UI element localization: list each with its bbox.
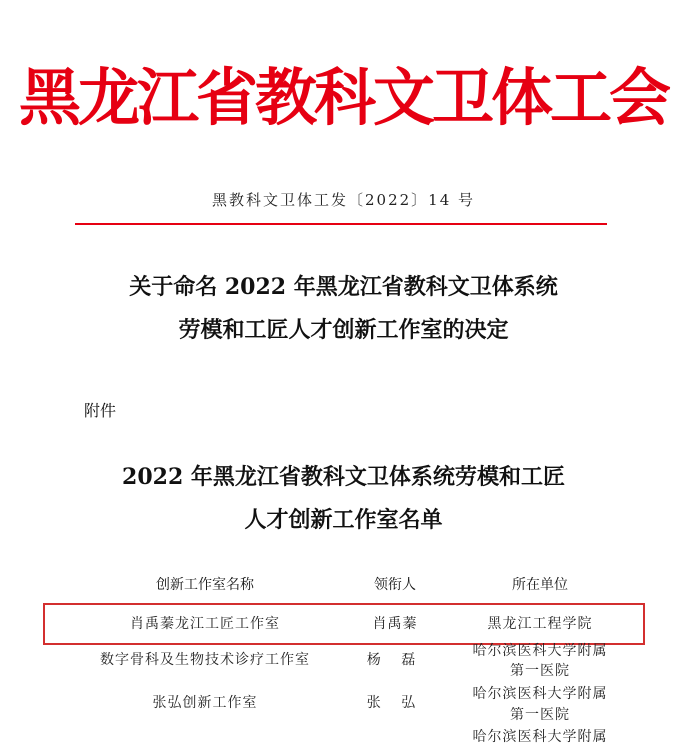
- table-row-1-studio-name: 肖禹蓁龙江工匠工作室: [130, 616, 280, 632]
- column-header-unit: 所在单位: [512, 577, 568, 593]
- attachment-label: 附件: [84, 401, 117, 420]
- table-row-3-unit-line1: 哈尔滨医科大学附属: [472, 686, 608, 702]
- table-row-3-unit-line2: 第一医院: [510, 707, 570, 723]
- list-title-line2: 人才创新工作室名单: [244, 507, 443, 533]
- table-row-2-unit-line2: 第一医院: [510, 663, 570, 679]
- table-row-2-leader: 杨 磊: [366, 652, 424, 668]
- table-row-3-studio-name: 张弘创新工作室: [152, 695, 258, 711]
- decision-title-line1: 关于命名 2022 年黑龙江省教科文卫体系统: [129, 274, 558, 300]
- table-row-2-unit-line1: 哈尔滨医科大学附属: [472, 643, 608, 659]
- table-row-3-leader: 张 弘: [366, 695, 424, 711]
- column-header-studio-name: 创新工作室名称: [156, 577, 254, 593]
- decision-title-line2: 劳模和工匠人才创新工作室的决定: [178, 317, 509, 343]
- table-row-2-studio-name: 数字骨科及生物技术诊疗工作室: [100, 652, 310, 668]
- list-title-line1: 2022 年黑龙江省教科文卫体系统劳模和工匠: [122, 464, 565, 490]
- table-row-1-leader: 肖禹蓁: [372, 616, 418, 632]
- organization-letterhead: 黑龙江省教科文卫体工会: [18, 61, 668, 134]
- table-row-1-unit: 黑龙江工程学院: [487, 616, 593, 632]
- table-row-4-unit-line1: 哈尔滨医科大学附属: [472, 729, 608, 745]
- letterhead-divider: [75, 223, 607, 225]
- document-number: 黑教科文卫体工发〔2022〕14 号: [211, 191, 476, 209]
- column-header-leader: 领衔人: [374, 577, 416, 593]
